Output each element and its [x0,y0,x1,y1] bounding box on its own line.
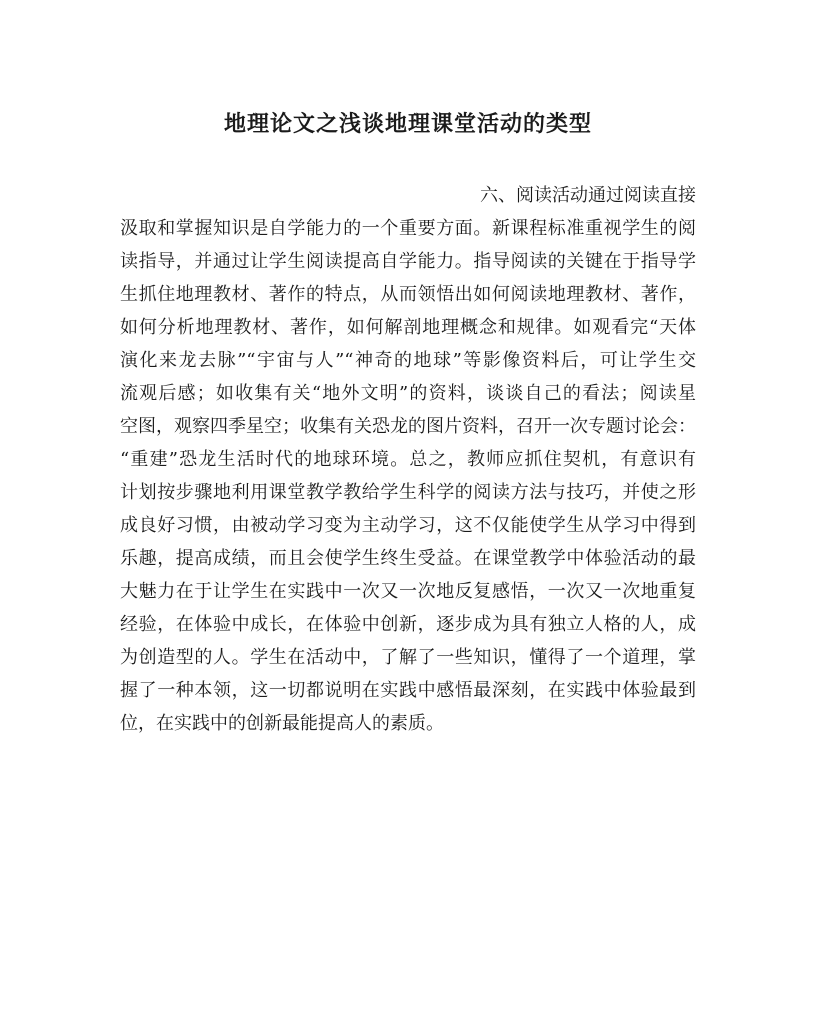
body-line: 为创造型的人。学生在活动中，了解了一些知识，懂得了一个道理，掌 [120,647,696,668]
body-line: 汲取和掌握知识是自学能力的一个重要方面。新课程标准重视学生的阅 [120,218,696,239]
body-line: 流观后感；如收集有关“地外文明”的资料，谈谈自己的看法；阅读星 [120,383,696,404]
body-line: 握了一种本领，这一切都说明在实践中感悟最深刻，在实践中体验最到 [120,680,696,701]
body-line: 计划按步骤地利用课堂教学教给学生科学的阅读方法与技巧，并使之形 [120,482,696,503]
body-line: 大魅力在于让学生在实践中一次又一次地反复感悟，一次又一次地重复 [120,581,696,602]
body-line: 演化来龙去脉”“宇宙与人”“神奇的地球”等影像资料后，可让学生交 [120,350,696,371]
body-line: 如何分析地理教材、著作，如何解剖地理概念和规律。如观看完“天体 [120,317,696,338]
body-line: “重建”恐龙生活时代的地球环境。总之，教师应抓住契机，有意识有 [120,449,696,470]
body-line: 乐趣，提高成绩，而且会使学生终生受益。在课堂教学中体验活动的最 [120,548,696,569]
body-line: 生抓住地理教材、著作的特点，从而领悟出如何阅读地理教材、著作， [120,284,696,305]
body-line: 经验，在体验中成长，在体验中创新，逐步成为具有独立人格的人，成 [120,614,696,635]
body-line: 成良好习惯，由被动学习变为主动学习，这不仅能使学生从学习中得到 [120,515,696,536]
section-heading-line: 六、阅读活动通过阅读直接 [480,185,696,206]
document-body [120,180,696,741]
body-line-last: 位，在实践中的创新最能提高人的素质。 [120,713,444,734]
body-line: 读指导，并通过让学生阅读提高自学能力。指导阅读的关键在于指导学 [120,251,696,272]
document-title: 地理论文之浅谈地理课堂活动的类型 [223,111,592,137]
body-line: 空图，观察四季星空；收集有关恐龙的图片资料，召开一次专题讨论会： [120,416,696,437]
